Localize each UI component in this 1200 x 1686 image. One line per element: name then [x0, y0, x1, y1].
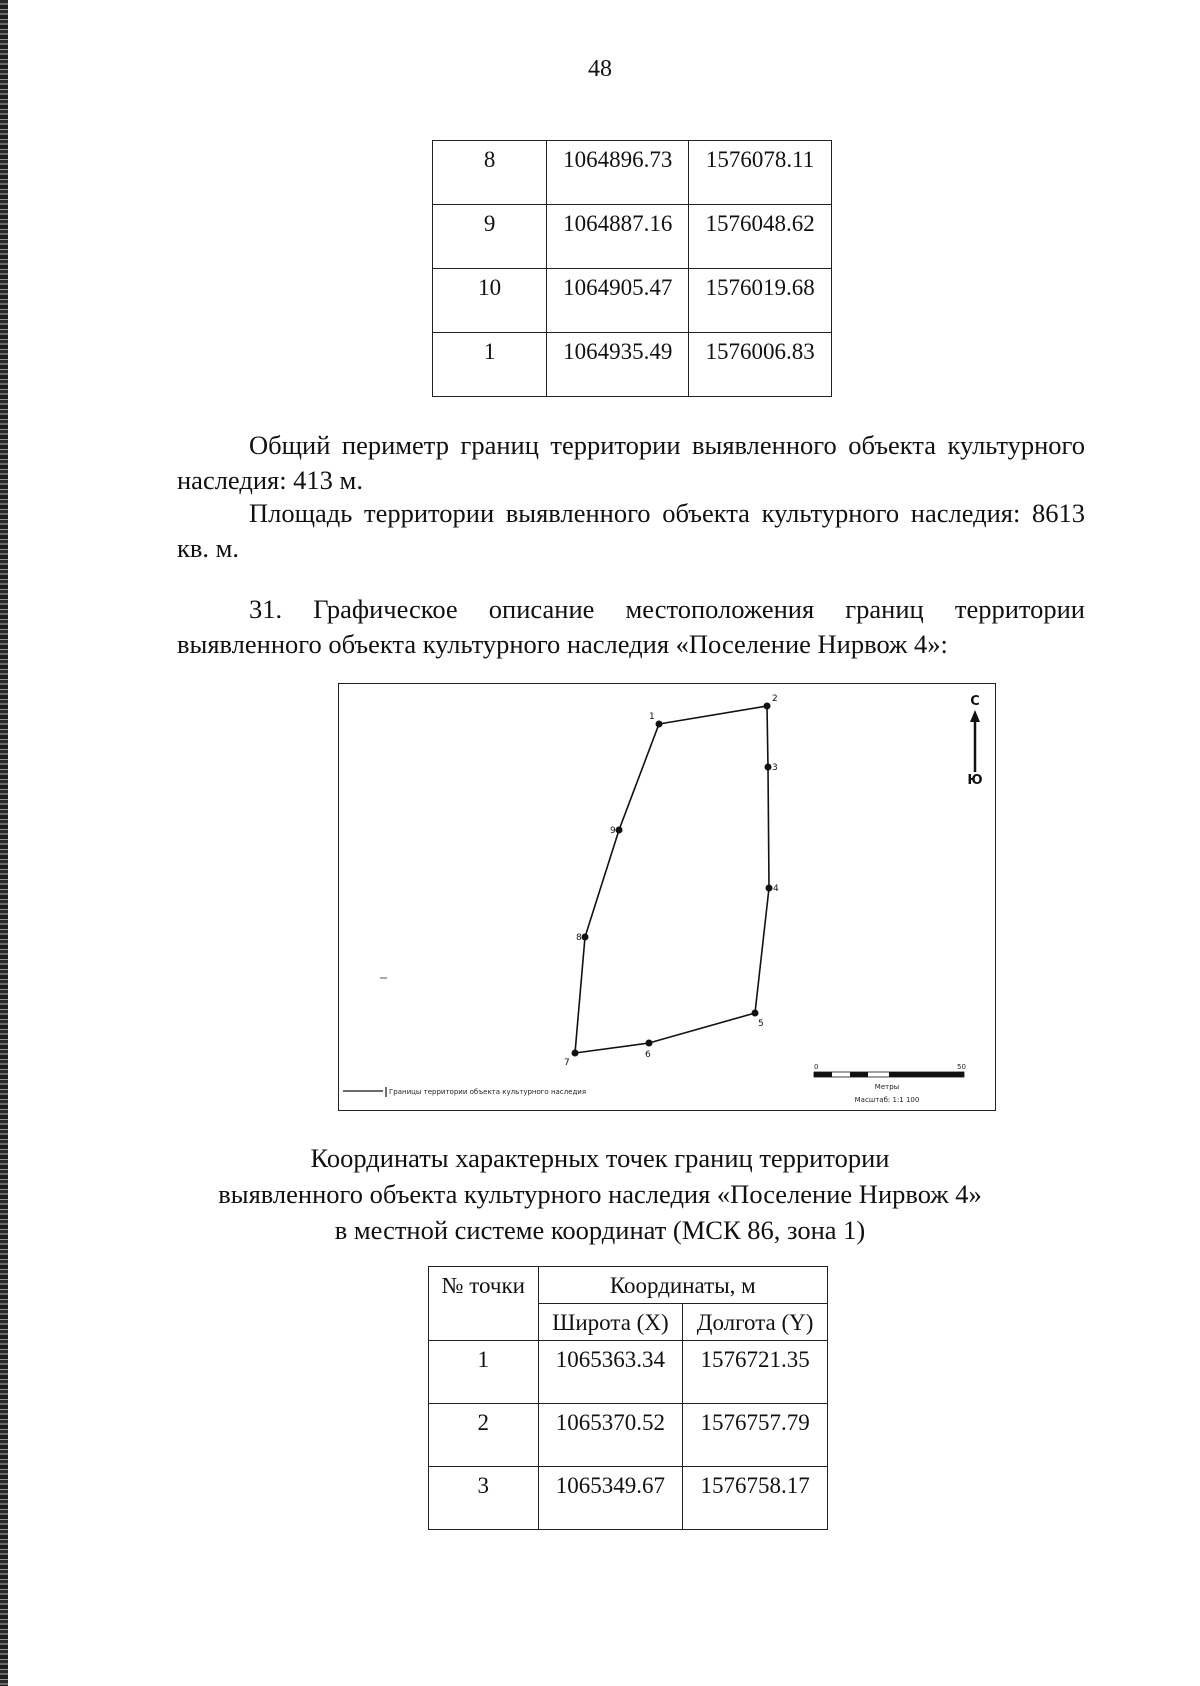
- scale-ratio-label: Масштаб: 1:1 100: [854, 1096, 920, 1104]
- point-number-cell: 2: [429, 1404, 539, 1467]
- area-paragraph: [177, 496, 1085, 566]
- point-label: 2: [772, 694, 778, 704]
- longitude-cell: 1576758.17: [683, 1467, 828, 1530]
- north-arrow-icon: [967, 694, 982, 788]
- point-label: 6: [645, 1050, 651, 1060]
- latitude-cell: 1064905.47: [547, 269, 689, 333]
- longitude-cell: 1576048.62: [689, 205, 832, 269]
- table-header-row: [429, 1267, 828, 1304]
- point-marker: [765, 764, 772, 771]
- legend: [343, 1087, 586, 1097]
- coordinates-table-continued: [432, 140, 832, 397]
- point-marker: [766, 885, 773, 892]
- point-label: 1: [649, 712, 655, 722]
- table-row: [433, 205, 832, 269]
- longitude-cell: 1576006.83: [689, 333, 832, 397]
- point-label: 7: [564, 1058, 570, 1068]
- page-number: 48: [588, 56, 612, 82]
- point-number-cell: 9: [433, 205, 547, 269]
- boundary-points: [572, 703, 773, 1057]
- area-text: Площадь территории выявленного объекта культурного наследия: 8613 кв. м.: [177, 498, 1085, 563]
- point-number-cell: 10: [433, 269, 547, 333]
- boundary-map-svg: [339, 684, 997, 1112]
- table-row: [429, 1404, 828, 1467]
- perimeter-text: Общий периметр границ территории выявленного объекта культурного наследия: 413 м.: [177, 430, 1085, 495]
- point-number-header: № точки: [429, 1267, 539, 1341]
- table-row: [429, 1341, 828, 1404]
- scale-start-label: 0: [814, 1063, 819, 1071]
- latitude-cell: 1065363.34: [538, 1341, 683, 1404]
- point-label: 8: [576, 933, 582, 943]
- point-number-cell: 3: [429, 1467, 539, 1530]
- scale-units-label: Метры: [874, 1083, 900, 1091]
- coordinates-heading: [0, 1140, 1200, 1248]
- point-labels: [564, 694, 779, 1068]
- point-label: 5: [758, 1019, 764, 1029]
- point-number-cell: 1: [429, 1341, 539, 1404]
- latitude-header: Широта (X): [538, 1304, 683, 1341]
- point-marker: [582, 934, 589, 941]
- heading-line-1: Координаты характерных точек границ территории: [310, 1143, 890, 1173]
- coordinates-table: [428, 1266, 828, 1530]
- point-label: 9: [610, 826, 616, 836]
- item-31-text: 31. Графическое описание местоположения границ территории выявленного объекта культурного наследия «Поселение Нирвож 4»:: [177, 594, 1085, 659]
- coordinates-header: Координаты, м: [538, 1267, 827, 1304]
- longitude-cell: 1576757.79: [683, 1404, 828, 1467]
- heading-line-3: в местной системе координат (МСК 86, зона 1): [334, 1215, 866, 1245]
- point-label: 4: [773, 884, 779, 894]
- point-marker: [764, 703, 771, 710]
- table-row: [433, 269, 832, 333]
- scale-end-label: 50: [957, 1063, 966, 1071]
- legend-text: Границы территории объекта культурного наследия: [389, 1088, 587, 1096]
- table-row: [429, 1467, 828, 1530]
- longitude-header: Долгота (Y): [683, 1304, 828, 1341]
- latitude-cell: 1064896.73: [547, 141, 689, 205]
- longitude-cell: 1576078.11: [689, 141, 832, 205]
- point-marker: [616, 827, 623, 834]
- item-31-paragraph: [177, 592, 1085, 662]
- point-number-cell: 1: [433, 333, 547, 397]
- scale-bar: [814, 1063, 966, 1104]
- point-marker: [572, 1050, 579, 1057]
- boundary-map: [338, 683, 996, 1111]
- point-marker: [752, 1010, 759, 1017]
- latitude-cell: 1065370.52: [538, 1404, 683, 1467]
- longitude-cell: 1576019.68: [689, 269, 832, 333]
- perimeter-paragraph: [177, 428, 1085, 498]
- table-row: [433, 141, 832, 205]
- heading-line-2: выявленного объекта культурного наследия «Поселение Нирвож 4»: [218, 1179, 982, 1209]
- point-label: 3: [772, 763, 778, 773]
- point-number-cell: 8: [433, 141, 547, 205]
- territory-boundary: [575, 706, 769, 1053]
- compass-north-label: С: [970, 694, 980, 709]
- point-marker: [656, 721, 663, 728]
- table-row: [433, 333, 832, 397]
- scan-edge: [0, 0, 8, 1686]
- compass-south-label: Ю: [967, 773, 983, 788]
- point-marker: [646, 1040, 653, 1047]
- longitude-cell: 1576721.35: [683, 1341, 828, 1404]
- latitude-cell: 1065349.67: [538, 1467, 683, 1530]
- latitude-cell: 1064935.49: [547, 333, 689, 397]
- latitude-cell: 1064887.16: [547, 205, 689, 269]
